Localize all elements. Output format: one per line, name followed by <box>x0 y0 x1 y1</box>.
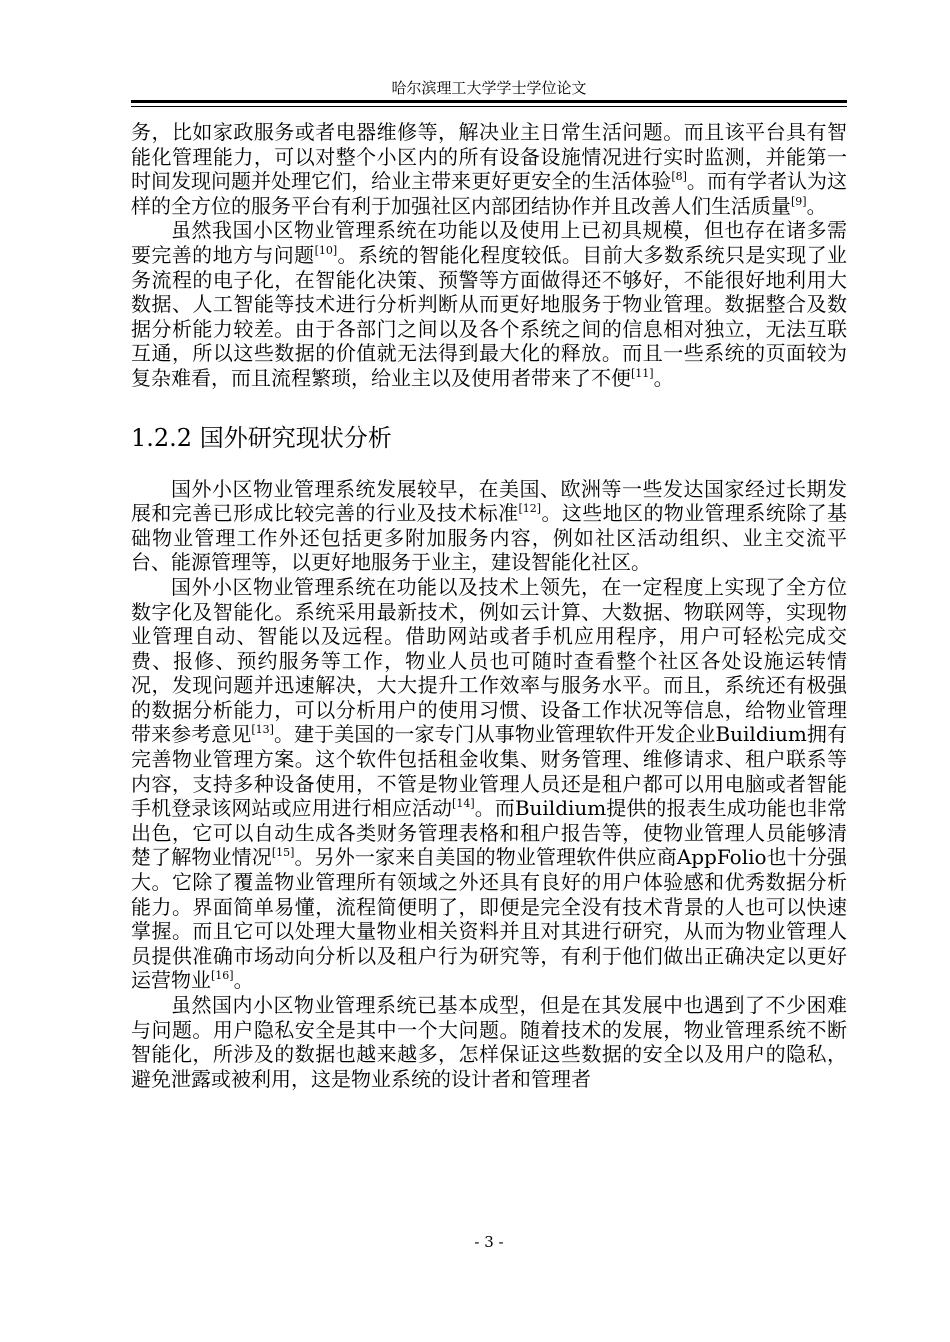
paragraph-text: 务，比如家政服务或者电器维修等，解决业主日常生活问题。而且该平台具有智能化管理能力，可以对整个小区内的所有设备设施情况进行实时监测，并能第一时间发现问题并处理它们，给业主带来更好更安全的生活体验 <box>131 120 847 194</box>
paragraph-text: 。而Buildium提供的报表生成功能也非常出色，它可以自动生成各类财务管理表格和租户报告等，使物业管理人员能够清楚了解物业情况 <box>131 796 848 870</box>
running-header: 哈尔滨理工大学学士学位论文 <box>391 79 587 97</box>
paragraph <box>131 477 847 575</box>
paragraph <box>131 120 847 218</box>
paragraph-text: 。而有学者认为这样的全方位的服务平台有利于加强社区内部团结协作并且改善人们生活质量 <box>131 169 848 218</box>
intro-paragraphs <box>131 120 847 391</box>
paragraph-text: 。系统的智能化程度较低。目前大多数系统只是实现了业务流程的电子化，在智能化决策、预警等方面做得还不够好，不能很好地利用大数据、人工智能等技术进行分析判断从而更好地服务于物业管理。数据整合及数据分析能力较差。由于各部门之间以及各个系统之间的信息相对独立，无法互联互通，所以这些数据的价值就无法得到最大化的释放。而且一些系统的页面较为复杂难看，而且流程繁琐，给业主以及使用者带来了不便 <box>131 242 848 390</box>
paragraph-text: 。 <box>233 968 254 993</box>
paragraph <box>131 218 847 390</box>
header-rule-thin <box>131 106 847 107</box>
body-text <box>131 120 847 1091</box>
section-paragraphs <box>131 477 847 1092</box>
paragraph <box>131 993 847 1091</box>
paragraph-text: 国外小区物业管理系统发展较早，在美国、欧洲等一些发达国家经过长期发展和完善已形成比较完善的行业及技术标准 <box>131 476 847 526</box>
paragraph-text: 。 <box>806 193 827 218</box>
header-rule-thick <box>131 100 847 103</box>
citation-marker: [10] <box>314 243 338 257</box>
citation-marker: [14] <box>452 797 475 811</box>
citation-marker: [15] <box>271 846 295 860</box>
citation-marker: [8] <box>671 170 687 184</box>
paragraph <box>131 575 847 993</box>
citation-marker: [16] <box>211 969 234 983</box>
citation-marker: [11] <box>631 366 654 380</box>
citation-marker: [13] <box>251 723 274 737</box>
citation-marker: [12] <box>518 502 542 516</box>
paragraph-text: 虽然国内小区物业管理系统已基本成型，但是在其发展中也遇到了不少困难与问题。用户隐私安全是其中一个大问题。随着技术的发展，物业管理系统不断智能化，所涉及的数据也越来越多，怎样保证这些数据的安全以及用户的隐私，避免泄露或被利用，这是物业系统的设计者和管理者 <box>131 993 847 1091</box>
paragraph-text: 。另外一家来自美国的物业管理软件供应商AppFolio也十分强大。它除了覆盖物业管理所有领域之外还具有良好的用户体验感和优秀数据分析能力。界面简单易懂，流程简便明了，即便是完全没有技术背景的人也可以快速掌握。而且它可以处理大量物业相关资料并且对其进行研究，从而为物业管理人员提供准确市场动向分析以及租户行为研究等，有利于他们做出正确决定以更好运营物业 <box>131 845 847 993</box>
citation-marker: [9] <box>791 194 807 208</box>
section-heading: 1.2.2 国外研究现状分析 <box>131 423 392 452</box>
paragraph-text: 。 <box>653 365 674 390</box>
paragraph-text: 。建于美国的一家专门从事物业管理软件开发企业Buildium拥有完善物业管理方案。这个软件包括租金收集、财务管理、维修请求、租户联系等内容，支持多种设备使用，不管是物业管理人员还是租户都可以用电脑或者智能手机登录该网站或应用进行相应活动 <box>131 722 848 821</box>
paragraph-text: 。这些地区的物业管理系统除了基础物业管理工作外还包括更多附加服务内容，例如社区活动组织、业主交流平台、能源管理等，以更好地服务于业主，建设智能化社区。 <box>131 501 848 575</box>
paragraph-text: 虽然我国小区物业管理系统在功能以及使用上已初具规模，但也存在诸多需要完善的地方与问题 <box>131 218 847 267</box>
paragraph-text: 国外小区物业管理系统在功能以及技术上领先，在一定程度上实现了全方位数字化及智能化。系统采用最新技术，例如云计算、大数据、物联网等，实现物业管理自动、智能以及远程。借助网站或者手机应用程序，用户可轻松完成交费、报修、预约服务等工作，物业人员也可随时查看整个社区各处设施运转情况，发现问题并迅速解决，大大提升工作效率与服务水平。而且，系统还有极强的数据分析能力，可以分析用户的使用习惯、设备工作状况等信息，给物业管理带来参考意见 <box>131 574 847 747</box>
page-number: - 3 - <box>474 1233 504 1251</box>
